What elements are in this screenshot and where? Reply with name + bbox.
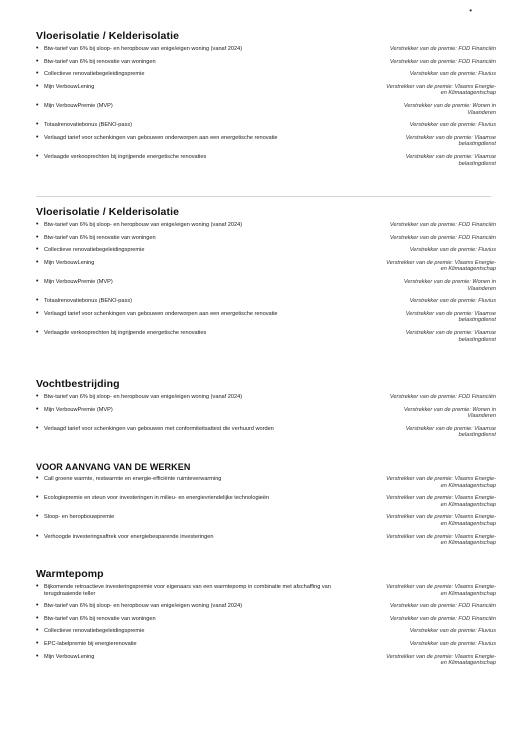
premium-name[interactable]: Btw-tarief van 6% bij sloop- en heropbouw van enige/eigen woning (vanaf 2024) (44, 603, 243, 610)
premium-row (36, 311, 496, 324)
premium-name[interactable]: Collectieve renovatiebegeleidingspremie (44, 247, 145, 254)
premium-provider: Verstrekker van de premie: Fluvius (409, 298, 496, 305)
premium-row (36, 584, 496, 597)
premium-row (36, 46, 496, 53)
premium-row (36, 654, 496, 667)
premium-item (36, 122, 336, 129)
premium-item (36, 71, 336, 78)
premium-name[interactable]: Btw-tarief van 6% bij renovatie van woningen (44, 615, 156, 622)
bullet-icon: • (36, 82, 39, 90)
premium-name[interactable]: Mijn VerbouwPremie (MVP) (44, 102, 113, 109)
bullet-icon: • (36, 121, 39, 129)
bullet-icon: • (36, 233, 39, 241)
bullet-icon: • (36, 309, 39, 317)
premium-item (36, 641, 336, 648)
premium-row (36, 407, 496, 420)
premium-item (36, 235, 336, 242)
premium-provider: Verstrekker van de premie: FOD Financiën (389, 234, 496, 241)
section-warmtepomp (36, 568, 496, 673)
premium-row (36, 426, 496, 439)
premium-provider: Verstrekker van de premie: Fluvius (409, 628, 496, 635)
premium-provider: Verstrekker van de premie: Vlaamse belastingdienst (405, 134, 496, 148)
premium-row (36, 330, 496, 343)
section-vochtbestrijding (36, 378, 496, 445)
bullet-icon: • (36, 424, 39, 432)
premium-name[interactable]: Mijn VerbouwLening (44, 653, 95, 660)
premium-name[interactable]: Sloop- en heropbouwpremie (44, 514, 115, 521)
premium-row (36, 534, 496, 547)
premium-provider: Verstrekker van de premie: Vlaams Energie- en Klimaatagentschap (386, 259, 496, 273)
premium-item (36, 330, 336, 337)
bullet-icon: • (36, 494, 39, 502)
premium-item (36, 298, 336, 305)
premium-name[interactable]: Totaalrenovatiebonus (BENO-pass) (44, 298, 132, 305)
premium-name[interactable]: Btw-tarief van 6% bij sloop- en heropbouw van enige/eigen woning (vanaf 2024) (44, 394, 243, 400)
premium-row (36, 476, 496, 489)
premium-provider: Verstrekker van de premie: Vlaamse belastingdienst (405, 153, 496, 167)
premium-row (36, 222, 496, 229)
premium-provider: Verstrekker van de premie: Vlaams Energie- en Klimaatagentschap (386, 476, 496, 489)
premium-item (36, 426, 336, 433)
premium-provider: Verstrekker van de premie: Fluvius (409, 247, 496, 254)
premium-row (36, 135, 496, 148)
premium-item (36, 616, 336, 623)
premium-item (36, 311, 336, 318)
bullet-icon: • (36, 45, 39, 52)
premium-item (36, 603, 336, 610)
section-voor-aanvang (36, 462, 496, 553)
bullet-icon: • (36, 532, 39, 540)
premium-name[interactable]: Btw-tarief van 6% bij renovatie van woningen (44, 234, 156, 241)
premium-row (36, 154, 496, 167)
premium-row (36, 616, 496, 623)
premium-row (36, 59, 496, 66)
section-title: Warmtepomp (36, 568, 104, 580)
premium-name[interactable]: Mijn VerbouwPremie (MVP) (44, 278, 113, 285)
premium-row (36, 298, 496, 305)
premium-name[interactable]: Mijn VerbouwLening (44, 259, 95, 266)
premium-name[interactable]: Ecologiepremie en steun voor investeringen in milieu- en energievriendelijke technologieën (44, 495, 270, 502)
section-title: Vloerisolatie / Kelderisolatie (36, 206, 180, 218)
bullet-icon: • (36, 627, 39, 635)
bullet-icon: • (36, 513, 39, 521)
premium-item (36, 247, 336, 254)
premium-name[interactable]: Verlaagd tarief voor schenkingen van gebouwen onderworpen aan een energetische renovatie (44, 134, 278, 141)
premium-row (36, 103, 496, 116)
bullet-icon: • (36, 258, 39, 266)
bullet-icon: • (36, 393, 39, 400)
section-title: Vochtbestrijding (36, 378, 120, 390)
premium-provider: Verstrekker van de premie: Wonen in Vlaanderen (403, 406, 496, 420)
premium-item (36, 394, 336, 401)
premium-item (36, 279, 336, 286)
premium-list (36, 222, 496, 343)
premium-item (36, 628, 336, 635)
bullet-icon: • (36, 583, 39, 590)
premium-row (36, 603, 496, 610)
bullet-icon: • (36, 152, 39, 160)
premium-provider: Verstrekker van de premie: Vlaams Energie- en Klimaatagentschap (386, 495, 496, 508)
premium-provider: Verstrekker van de premie: Wonen in Vlaanderen (403, 278, 496, 292)
premium-name[interactable]: Call groene warmte, restwarmte en energie-efficiënte ruimteverwarming (44, 476, 222, 482)
premium-provider: Verstrekker van de premie: Vlaams Energie- en Klimaatagentschap (386, 533, 496, 547)
premium-provider: Verstrekker van de premie: FOD Financiën (389, 46, 496, 52)
premium-item (36, 46, 336, 53)
section-title: Vloerisolatie / Kelderisolatie (36, 30, 180, 42)
premium-name[interactable]: Verlaagd tarief voor schenkingen van gebouwen onderworpen aan een energetische renovatie (44, 310, 278, 317)
premium-provider: Verstrekker van de premie: FOD Financiën (389, 615, 496, 622)
premium-item (36, 514, 336, 521)
premium-row (36, 260, 496, 273)
premium-item (36, 260, 336, 267)
premium-item (36, 103, 336, 110)
premium-name[interactable]: Verlaagd tarief voor schenkingen van gebouwen met conformiteitsattest die verhuurd worden (44, 425, 274, 432)
premium-item (36, 84, 336, 91)
premium-provider: Verstrekker van de premie: FOD Financiën (389, 222, 496, 228)
premium-list (36, 584, 496, 667)
premium-provider: Verstrekker van de premie: Vlaamse belastingdienst (405, 329, 496, 343)
premium-provider: Verstrekker van de premie: FOD Financiën (389, 394, 496, 400)
premium-row (36, 122, 496, 129)
premium-provider: Verstrekker van de premie: FOD Financiën (389, 58, 496, 65)
bullet-icon: • (36, 70, 39, 78)
bullet-icon: • (36, 57, 39, 65)
premium-provider: Verstrekker van de premie: Vlaams Energie- en Klimaatagentschap (386, 514, 496, 527)
premium-name[interactable]: Collectieve renovatiebegeleidingspremie (44, 71, 145, 78)
premium-provider: Verstrekker van de premie: Vlaamse belastingdienst (405, 425, 496, 439)
bullet-icon: • (36, 133, 39, 141)
premium-list (36, 394, 496, 439)
bullet-icon: • (36, 246, 39, 254)
section-divider (36, 196, 491, 197)
premium-row (36, 247, 496, 254)
premium-provider: Verstrekker van de premie: Wonen in Vlaanderen (403, 102, 496, 116)
premium-row (36, 394, 496, 401)
section-title: VOOR AANVANG VAN DE WERKEN (36, 462, 191, 472)
premium-name[interactable]: Mijn VerbouwPremie (MVP) (44, 406, 113, 413)
premium-name[interactable]: Verlaagde verkooprechten bij ingrijpende energetische renovaties (44, 329, 207, 336)
premium-name[interactable]: Verlaagde verkooprechten bij ingrijpende energetische renovaties (44, 153, 207, 160)
premium-name[interactable]: Btw-tarief van 6% bij sloop- en heropbouw van enige/eigen woning (vanaf 2024) (44, 222, 243, 228)
premium-item (36, 154, 336, 161)
premium-item (36, 135, 336, 142)
bullet-icon: • (36, 328, 39, 336)
premium-item (36, 534, 336, 541)
premium-provider: Verstrekker van de premie: Vlaams Energie- en Klimaatagentschap (386, 653, 496, 667)
bullet-icon: • (36, 297, 39, 305)
premium-row (36, 71, 496, 78)
premium-item (36, 654, 336, 661)
bullet-icon: • (36, 221, 39, 228)
premium-name[interactable]: Btw-tarief van 6% bij sloop- en heropbouw van enige/eigen woning (vanaf 2024) (44, 46, 243, 52)
premium-row (36, 495, 496, 508)
premium-provider: Verstrekker van de premie: Vlaamse belastingdienst (405, 310, 496, 324)
premium-provider: Verstrekker van de premie: Vlaams Energie- en Klimaatagentschap (386, 584, 496, 597)
premium-row (36, 641, 496, 648)
premium-name[interactable]: Verhoogde investeringsaftrek voor energiebesparende investeringen (44, 533, 214, 540)
premium-row (36, 84, 496, 97)
premium-item (36, 407, 336, 414)
premium-name[interactable]: Mijn VerbouwLening (44, 83, 95, 90)
premium-name[interactable]: Collectieve renovatiebegeleidingspremie (44, 628, 145, 635)
premium-name[interactable]: Btw-tarief van 6% bij renovatie van woningen (44, 58, 156, 65)
premium-provider: Verstrekker van de premie: FOD Financiën (389, 603, 496, 610)
premium-item (36, 476, 336, 483)
premium-provider: Verstrekker van de premie: Vlaams Energie- en Klimaatagentschap (386, 83, 496, 97)
premium-name[interactable]: Totaalrenovatiebonus (BENO-pass) (44, 122, 132, 129)
bullet-icon: • (36, 405, 39, 413)
premium-item (36, 495, 336, 502)
premium-row (36, 628, 496, 635)
premium-item (36, 222, 336, 229)
premium-item (36, 59, 336, 66)
premium-item (36, 584, 336, 597)
bullet-icon: • (36, 475, 39, 482)
bullet-icon: • (36, 101, 39, 109)
premium-name[interactable]: EPC-labelpremie bij energierenovatie (44, 640, 137, 647)
premium-provider: Verstrekker van de premie: Fluvius (409, 71, 496, 78)
premium-row (36, 279, 496, 292)
bullet-icon: • (36, 639, 39, 647)
premium-list (36, 46, 496, 167)
premium-provider: Verstrekker van de premie: Fluvius (409, 640, 496, 647)
bullet-icon: • (36, 614, 39, 622)
bullet-icon: • (36, 277, 39, 285)
section-vloerisolatie-1 (36, 30, 496, 173)
bullet-icon: • (36, 602, 39, 610)
premium-name[interactable]: Bijkomende retroactieve investeringspremie voor eigenaars van een warmtepomp in combinatie met afschaffing van terugdraaiende teller (44, 584, 331, 597)
premium-provider: Verstrekker van de premie: Fluvius (409, 122, 496, 129)
premium-row (36, 235, 496, 242)
premium-list (36, 476, 496, 547)
bullet-icon: • (36, 652, 39, 660)
corner-mark: • (469, 6, 472, 15)
section-vloerisolatie-2 (36, 206, 496, 349)
premium-row (36, 514, 496, 527)
